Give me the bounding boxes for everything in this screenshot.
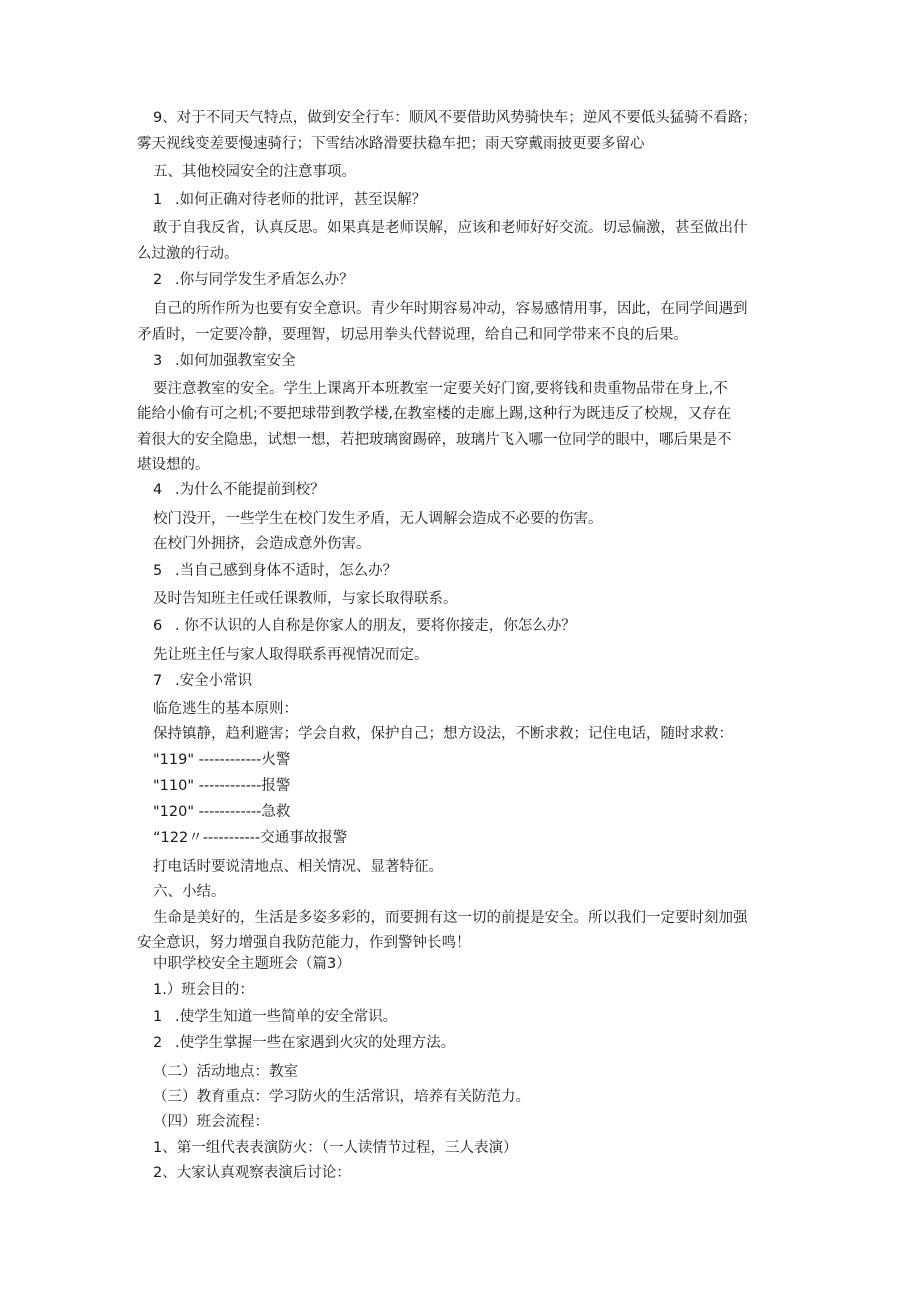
item-number: 1 [153, 1009, 163, 1025]
text-line: 堪设想的。 [137, 457, 210, 473]
item-number: 4 [153, 482, 163, 498]
question-item [153, 1033, 455, 1053]
question-item [153, 480, 325, 500]
text-line: （三）教育重点：学习防火的生活常识，培养有关防范力。 [153, 1089, 530, 1105]
item-text: .使学生知道一些简单的安全常识。 [175, 1009, 398, 1025]
text-line: 安全意识，努力增强自我防范能力，作到警钟长鸣！ [137, 935, 471, 951]
text-line: 1.）班会目的： [153, 982, 254, 998]
section-heading: 六、小结。 [153, 884, 226, 900]
document-title: 中职学校安全主题班会（篇3） [153, 956, 351, 972]
item-text: .你与同学发生矛盾怎么办？ [175, 272, 354, 288]
phone-number-line: “122〃-----------交通事故报警 [153, 830, 348, 846]
item-text: .如何正确对待老师的批评，甚至误解？ [175, 192, 427, 208]
item-number: 1 [153, 192, 163, 208]
question-item [153, 1007, 397, 1027]
text-line: 敢于自我反省，认真反思。如果真是老师误解，应该和老师好好交流。切忌偏激，甚至做出什 [153, 220, 748, 236]
item-text: .使学生掌握一些在家遇到火灾的处理方法。 [175, 1035, 456, 1051]
text-line: 临危逃生的基本原则： [153, 701, 298, 717]
text-line: 要注意教室的安全。学生上课离开本班教室一定要关好门窗,要将钱和贵重物品带在身上,不 [153, 381, 728, 397]
item-number: 2 [153, 272, 163, 288]
item-number: 2 [153, 1035, 163, 1051]
text-line: 2、大家认真观察表演后讨论： [153, 1165, 351, 1181]
text-line: 打电话时要说清地点、相关情况、显著特征。 [153, 859, 443, 875]
text-line: 生命是美好的，生活是多姿多彩的，而要拥有这一切的前提是安全。所以我们一定要时刻加强 [153, 910, 748, 926]
text-line: 保持镇静，趋利避害；学会自救，保护自己；想方设法，不断求救；记住电话，随时求救： [153, 726, 733, 742]
item-text: .安全小常识 [175, 673, 253, 689]
text-line: 雾天视线变差要慢速骑行；下雪结冰路滑要扶稳车把；雨天穿戴雨披更要多留心 [137, 136, 645, 152]
text-line: 矛盾时，一定要冷静，要理智，切忌用拳头代替说理，给自己和同学带来不良的后果。 [137, 327, 688, 343]
text-line: 1、第一组代表表演防火：（一人读情节过程，三人表演） [153, 1140, 518, 1156]
item-text: .当自己感到身体不适时，怎么办？ [175, 563, 398, 579]
question-item [153, 616, 576, 636]
text-line: 么过激的行动。 [137, 246, 239, 262]
question-item [153, 351, 296, 371]
item-number: 7 [153, 673, 163, 689]
text-line: 先让班主任与家人取得联系再视情况而定。 [153, 647, 429, 663]
item-number: 5 [153, 563, 163, 579]
phone-number-line: "110" ------------报警 [153, 778, 291, 794]
item-text: .如何加强教室安全 [175, 353, 296, 369]
text-line: 能给小偷有可之机;不要把球带到教学楼,在教室楼的走廊上踢,这种行为既违反了校规，又存在 [137, 406, 732, 422]
item-number: 3 [153, 353, 163, 369]
text-line: 校门没开，一些学生在校门发生矛盾，无人调解会造成不必要的伤害。 [153, 511, 603, 527]
phone-number-line: "119" ------------火警 [153, 752, 291, 768]
question-item [153, 270, 354, 290]
text-line: 在校门外拥挤，会造成意外伤害。 [153, 536, 371, 552]
text-line: （二）活动地点：教室 [153, 1064, 298, 1080]
text-line: 9、对于不同天气特点，做到安全行车：顺风不要借助风势骑快车；逆风不要低头猛骑不看路； [153, 110, 757, 126]
text-line: 及时告知班主任或任课教师，与家长取得联系。 [153, 591, 458, 607]
question-item [153, 561, 397, 581]
text-line: 自己的所作所为也要有安全意识。青少年时期容易冲动，容易感情用事，因此，在同学间遇到 [153, 301, 748, 317]
question-item [153, 190, 426, 210]
question-item [153, 671, 252, 691]
text-line: （四）班会流程： [153, 1114, 269, 1130]
item-number: 6 [153, 618, 163, 634]
phone-number-line: "120" ------------急救 [153, 804, 291, 820]
item-text: . 你不认识的人自称是你家人的朋友，要将你接走，你怎么办？ [175, 618, 576, 634]
item-text: .为什么不能提前到校？ [175, 482, 325, 498]
section-heading: 五、其他校园安全的注意事项。 [153, 164, 356, 180]
text-line: 着很大的安全隐患，试想一想，若把玻璃窗踢碎，玻璃片飞入哪一位同学的眼中，哪后果是不 [137, 432, 732, 448]
